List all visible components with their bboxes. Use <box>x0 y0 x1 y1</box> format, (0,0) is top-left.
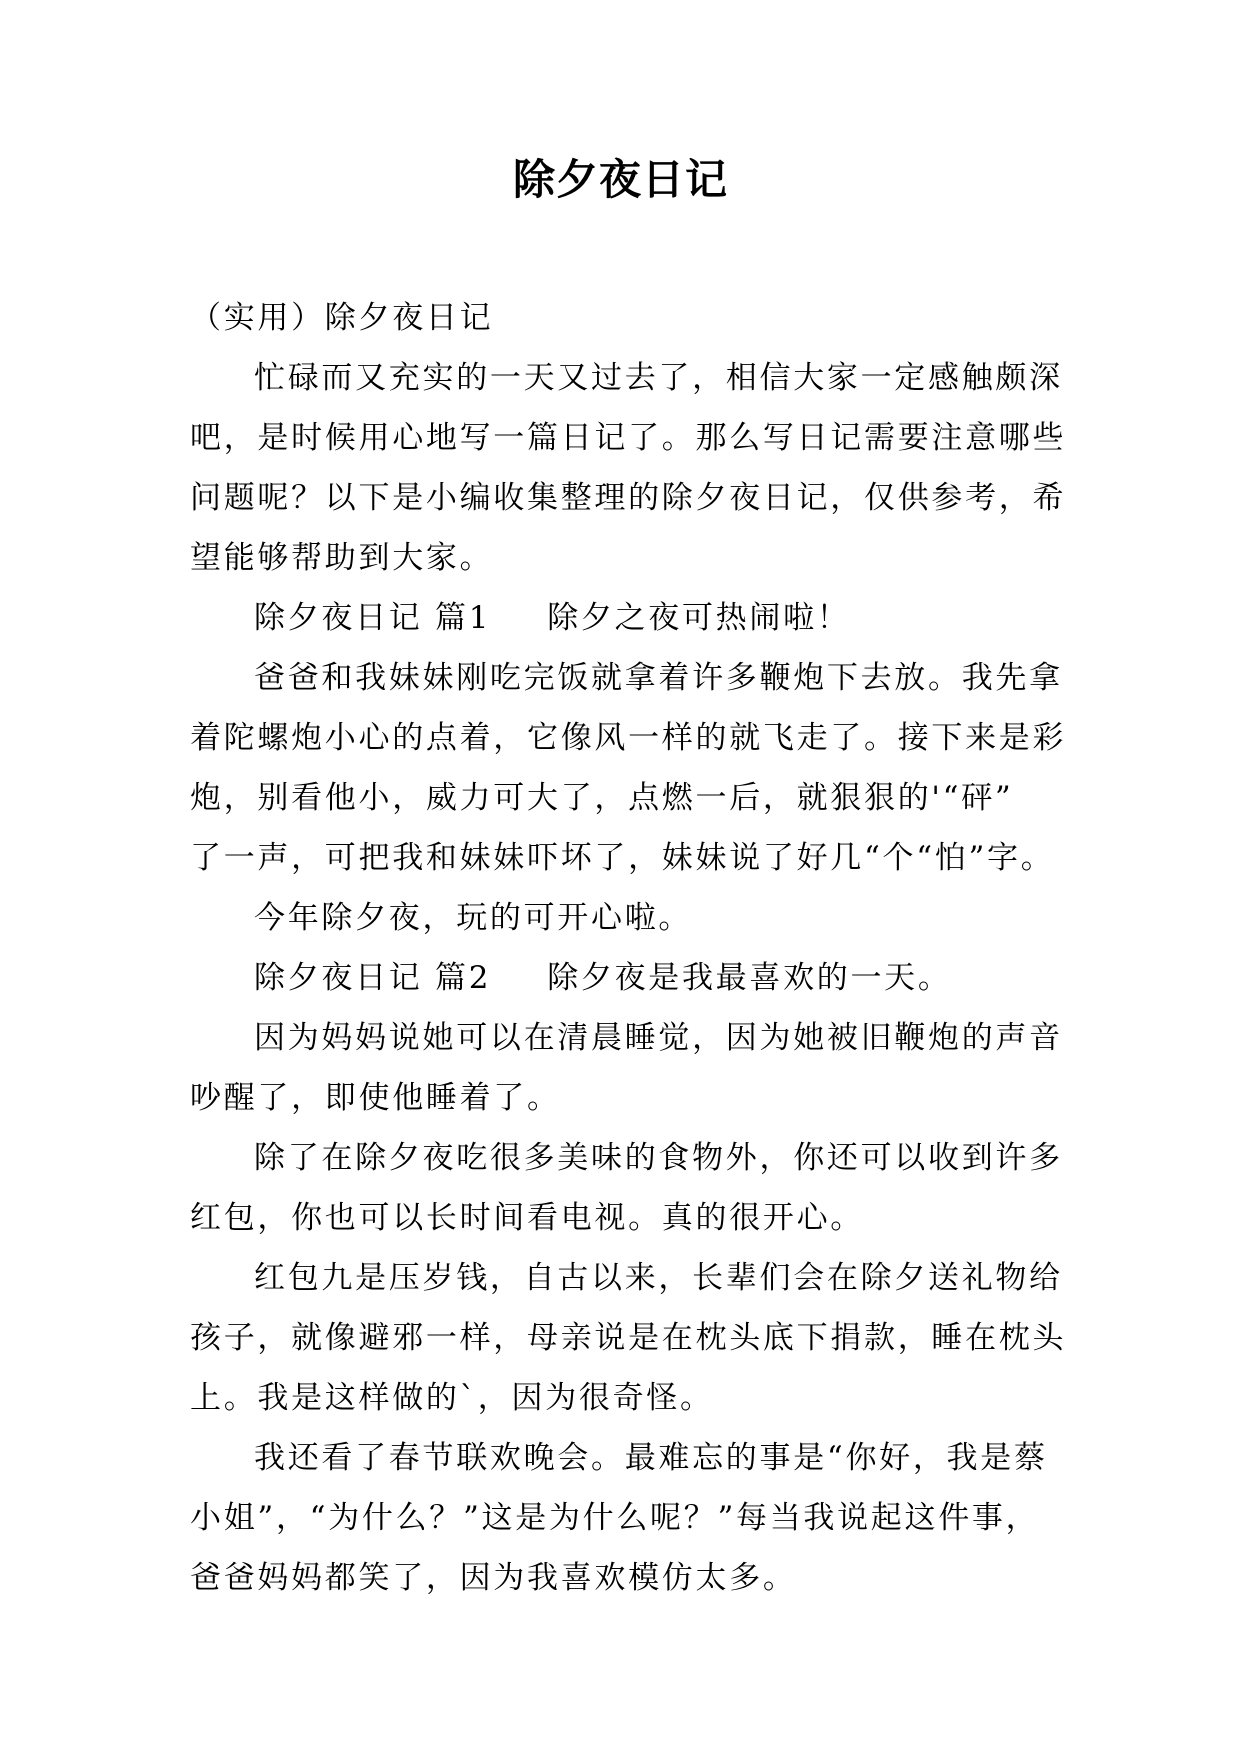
paragraph-line: 我还看了春节联欢晚会。最难忘的事是“你好，我是蔡 <box>254 1440 1048 1476</box>
paragraph <box>190 1008 1070 1128</box>
paragraph-line: 了一声，可把我和妹妹吓坏了，妹妹说了好几“个“怕”字。 <box>190 840 1055 876</box>
paragraph-line: 忙碌而又充实的一天又过去了，相信大家一定感触颇深 <box>254 360 1063 396</box>
paragraph-line: 爸爸和我妹妹刚吃完饭就拿着许多鞭炮下去放。我先拿 <box>254 660 1063 696</box>
paragraph-line: 小姐”，“为什么？”这是为什么呢？”每当我说起这件事， <box>190 1500 1040 1536</box>
paragraph-line: 上。我是这样做的`，因为很奇怪。 <box>190 1380 714 1416</box>
document-title: 除夕夜日记 <box>512 155 728 204</box>
paragraph-line: 因为妈妈说她可以在清晨睡觉，因为她被旧鞭炮的声音 <box>254 1020 1063 1056</box>
paragraph <box>190 648 1070 888</box>
section-heading-1 <box>190 588 1070 648</box>
section-label: 除夕夜日记 篇2 <box>254 960 492 996</box>
paragraph <box>190 1248 1070 1428</box>
paragraph <box>190 888 1070 948</box>
section-text: 除夕之夜可热闹啦！ <box>547 600 851 636</box>
paragraph-line: 炮，别看他小，威力可大了，点燃一后，就狠狠的'“砰” <box>190 780 1014 816</box>
paragraph-line: 今年除夕夜，玩的可开心啦。 <box>254 900 693 936</box>
intro-paragraph <box>190 348 1070 588</box>
paragraph <box>190 1128 1070 1248</box>
paragraph-line: 孩子，就像避邪一样，母亲说是在枕头底下捐款，睡在枕头 <box>190 1320 1067 1356</box>
paragraph-line: 红包九是压岁钱，自古以来，长辈们会在除夕送礼物给 <box>254 1260 1063 1296</box>
paragraph-line: 着陀螺炮小心的点着，它像风一样的就飞走了。接下来是彩 <box>190 720 1067 756</box>
paragraph-line: 除了在除夕夜吃很多美味的食物外，你还可以收到许多 <box>254 1140 1063 1176</box>
section-label: 除夕夜日记 篇1 <box>254 600 492 636</box>
section-heading-2 <box>190 948 1070 1008</box>
paragraph-line: 吧，是时候用心地写一篇日记了。那么写日记需要注意哪些 <box>190 420 1067 456</box>
paragraph-line: 望能够帮助到大家。 <box>190 540 494 576</box>
subtitle: （实用）除夕夜日记 <box>190 300 494 336</box>
paragraph-line: 吵醒了，即使他睡着了。 <box>190 1080 561 1116</box>
paragraph-line: 红包，你也可以长时间看电视。真的很开心。 <box>190 1200 864 1236</box>
document-body <box>190 288 1070 1608</box>
section-text: 除夕夜是我最喜欢的一天。 <box>547 960 952 996</box>
paragraph-line: 爸爸妈妈都笑了，因为我喜欢模仿太多。 <box>190 1560 797 1596</box>
paragraph <box>190 1428 1070 1608</box>
paragraph-line: 问题呢？以下是小编收集整理的除夕夜日记，仅供参考，希 <box>190 480 1067 516</box>
